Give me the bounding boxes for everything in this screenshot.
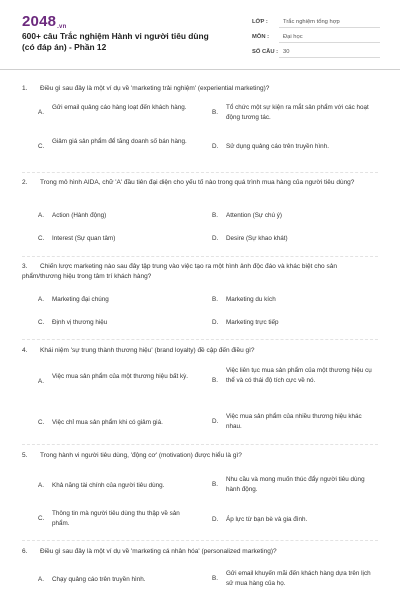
meta-value: Đại học — [279, 31, 380, 43]
option-d[interactable] — [212, 318, 382, 330]
document-title: 600+ câu Trắc nghiệm Hành vi người tiêu dùng (có đáp án) - Phần 12 — [22, 31, 209, 52]
option-letter: A. — [38, 296, 44, 303]
option-text: Sử dụng quảng cáo trên truyền hình. — [226, 143, 329, 150]
question-divider — [22, 172, 378, 173]
option-text: Việc mua sản phẩm của một thương hiệu bất kỳ. — [52, 373, 188, 380]
question-number: 3. — [22, 263, 28, 270]
logo-tld: .vn — [57, 24, 67, 30]
option-b[interactable] — [212, 569, 382, 589]
meta-row-class — [252, 15, 380, 29]
option-b[interactable] — [212, 103, 382, 123]
question-divider — [22, 444, 378, 445]
option-a[interactable] — [38, 295, 208, 307]
question-divider — [22, 540, 378, 541]
option-text: Giảm giá sản phẩm để tăng doanh số bán hàng. — [52, 138, 187, 145]
option-text: Áp lực từ bạn bè và gia đình. — [226, 516, 308, 523]
option-letter: C. — [38, 515, 45, 522]
option-text: Nhu cầu và mong muốn thúc đẩy người tiêu dùng hành động. — [226, 476, 365, 493]
option-text: Việc mua sản phẩm của nhiều thương hiệu khác nhau. — [226, 413, 362, 430]
option-letter: C. — [38, 419, 45, 426]
question-body: Khái niệm 'sự trung thành thương hiệu' (brand loyalty) đề cập đến điều gì? — [40, 347, 255, 354]
option-a[interactable] — [38, 481, 208, 493]
option-a[interactable] — [38, 211, 208, 223]
option-d[interactable] — [212, 234, 382, 246]
meta-row-count — [252, 45, 380, 59]
option-d[interactable] — [212, 412, 382, 432]
question-body: Trong hành vi người tiêu dùng, 'động cơ' (motivation) được hiểu là gì? — [40, 452, 242, 459]
question-number: 5. — [22, 452, 28, 459]
option-c[interactable] — [38, 418, 208, 430]
option-letter: C. — [38, 143, 45, 150]
option-c[interactable] — [38, 137, 208, 157]
question-body: Trong mô hình AIDA, chữ 'A' đầu tiên đại diện cho yếu tố nào trong quá trình mua hàng của người tiêu dùng? — [40, 179, 355, 186]
option-letter: D. — [212, 516, 219, 523]
option-b[interactable] — [212, 295, 382, 307]
meta-label: SỐ CÂU : — [252, 49, 279, 55]
option-text: Thông tin mà người tiêu dùng thu thập về sản phẩm. — [52, 510, 180, 527]
meta-value: 30 — [279, 46, 380, 58]
logo-main: 2048 — [22, 13, 57, 30]
option-b[interactable] — [212, 211, 382, 223]
option-letter: D. — [212, 418, 219, 425]
question-number: 1. — [22, 85, 28, 92]
question-text — [22, 178, 378, 188]
option-letter: A. — [38, 482, 44, 489]
site-logo[interactable] — [22, 13, 66, 30]
question-text — [22, 451, 378, 461]
option-letter: B. — [212, 377, 218, 384]
option-text: Marketing trực tiếp — [226, 319, 279, 326]
option-letter: D. — [212, 143, 219, 150]
option-a[interactable] — [38, 103, 208, 123]
option-text: Gửi email quảng cáo hàng loạt đến khách hàng. — [52, 104, 187, 111]
question-text — [22, 84, 378, 94]
option-text: Action (Hành động) — [52, 212, 107, 219]
question-body: Chiến lược marketing nào sau đây tập trung vào việc tạo ra một hình ảnh độc đáo và khác biệt cho sản phẩm/thương hiệu trong tâm trí khách hàng? — [22, 263, 337, 280]
option-letter: C. — [38, 235, 45, 242]
option-text: Interest (Sự quan tâm) — [52, 235, 116, 242]
option-text: Marketing du kích — [226, 296, 276, 303]
option-text: Attention (Sự chú ý) — [226, 212, 283, 219]
option-text: Khả năng tài chính của người tiêu dùng. — [52, 482, 165, 489]
option-letter: B. — [212, 575, 218, 582]
option-letter: B. — [212, 212, 218, 219]
option-c[interactable] — [38, 509, 208, 529]
option-text: Tổ chức một sự kiện ra mắt sản phẩm với các hoạt động tương tác. — [226, 104, 369, 121]
option-letter: B. — [212, 481, 218, 488]
meta-value: Trắc nghiệm tổng hợp — [279, 16, 380, 28]
option-c[interactable] — [38, 318, 208, 330]
option-letter: D. — [212, 235, 219, 242]
option-b[interactable] — [212, 366, 382, 396]
question-text — [22, 346, 378, 356]
question-body: Điều gì sau đây là một ví dụ về 'marketing cá nhân hóa' (personalized marketing)? — [40, 548, 277, 555]
question-text — [22, 547, 378, 557]
option-text: Marketing đại chúng — [52, 296, 109, 303]
option-a[interactable] — [38, 575, 208, 587]
option-letter: A. — [38, 378, 44, 385]
document-header — [0, 0, 400, 70]
option-letter: A. — [38, 576, 44, 583]
option-c[interactable] — [38, 234, 208, 246]
option-a[interactable] — [38, 372, 208, 392]
question-number: 2. — [22, 179, 28, 186]
option-text: Desire (Sự khao khát) — [226, 235, 288, 242]
question-divider — [22, 256, 378, 257]
option-letter: A. — [38, 212, 44, 219]
question-body: Điều gì sau đây là một ví dụ về 'marketing trải nghiệm' (experiential marketing)? — [40, 85, 270, 92]
question-number: 6. — [22, 548, 28, 555]
option-letter: D. — [212, 319, 219, 326]
option-letter: B. — [212, 296, 218, 303]
option-text: Việc liên tục mua sản phẩm của một thương hiệu cụ thể và có thái độ tích cực về nó. — [226, 367, 372, 384]
meta-label: LỚP : — [252, 19, 268, 25]
option-b[interactable] — [212, 475, 382, 495]
option-text: Việc chỉ mua sản phẩm khi có giảm giá. — [52, 419, 163, 426]
option-text: Chạy quảng cáo trên truyền hình. — [52, 576, 146, 583]
option-text: Định vị thương hiệu — [52, 319, 108, 326]
option-text: Gửi email khuyến mãi đến khách hàng dựa trên lịch sử mua hàng của họ. — [226, 570, 371, 587]
document-meta — [252, 15, 380, 60]
option-letter: B. — [212, 109, 218, 116]
question-number: 4. — [22, 347, 28, 354]
meta-row-subject — [252, 30, 380, 44]
option-d[interactable] — [212, 515, 382, 527]
question-divider — [22, 339, 378, 340]
meta-label: MÔN : — [252, 34, 270, 40]
option-d[interactable] — [212, 142, 382, 154]
question-text — [22, 262, 378, 282]
option-letter: C. — [38, 319, 45, 326]
option-letter: A. — [38, 109, 44, 116]
